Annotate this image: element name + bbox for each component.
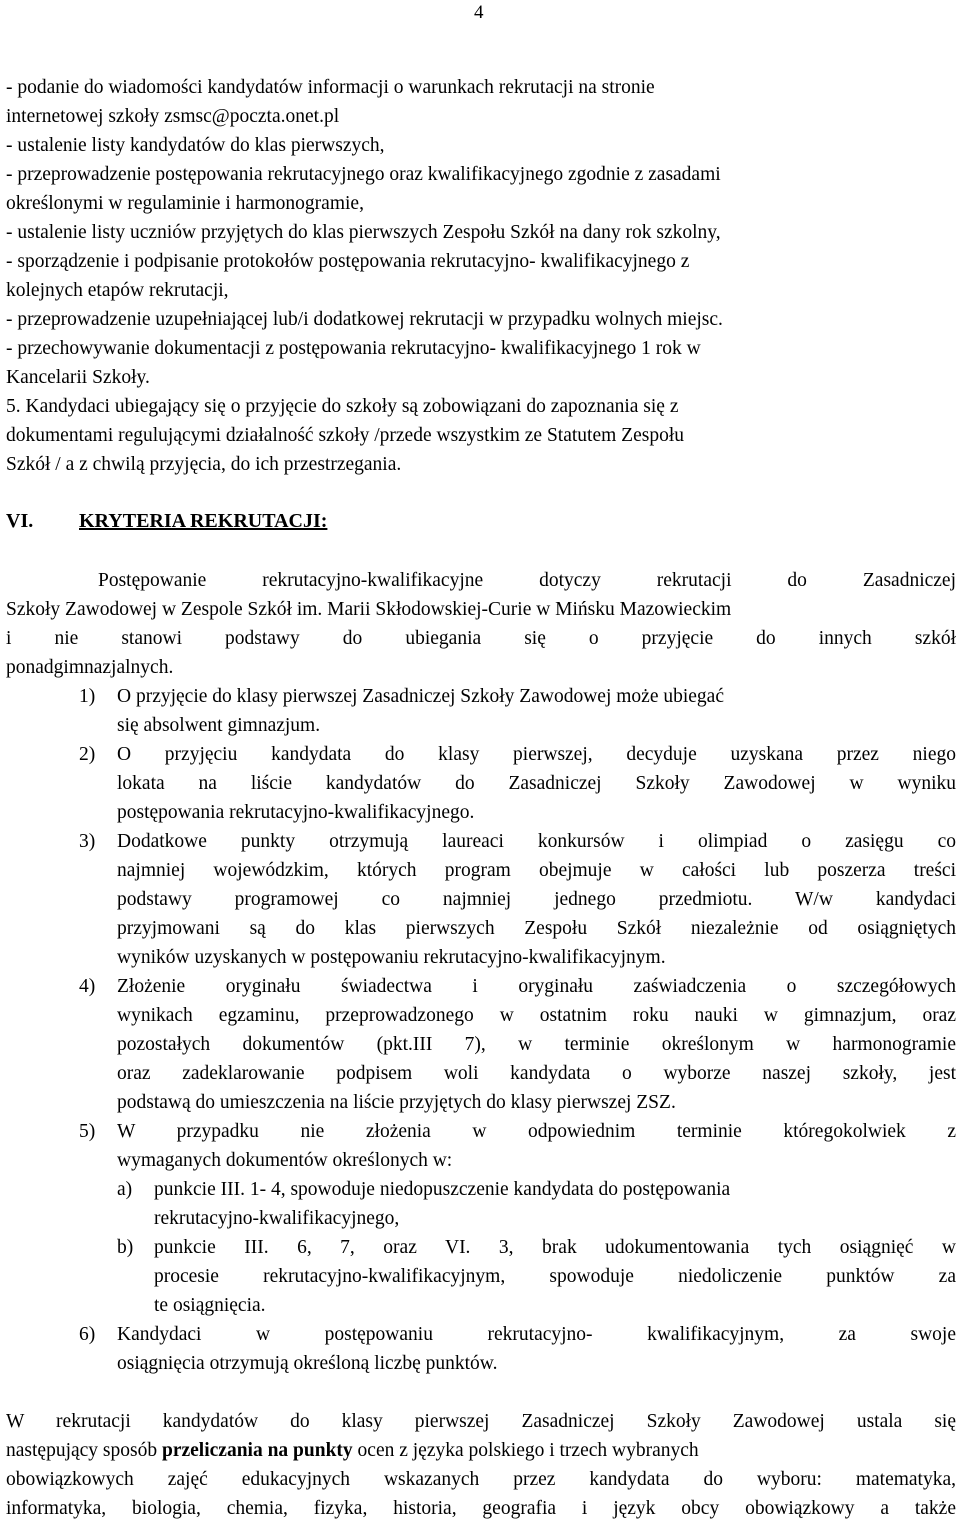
list-item-line: O przyjęcie do klasy pierwszej Zasadniczej Szkoły Zawodowej może ubiegać xyxy=(117,686,724,707)
list-item-line: Złożenie oryginału świadectwa i oryginału zaświadczenia o szczegółowych xyxy=(117,976,956,997)
text-line: Kancelarii Szkoły. xyxy=(6,367,150,388)
sublist-letter: b) xyxy=(117,1237,134,1258)
list-item-line: podstawą do umieszczenia na liście przyjętych do klasy pierwszej ZSZ. xyxy=(117,1092,676,1113)
sublist-item-line: te osiągnięcia. xyxy=(154,1295,266,1316)
list-item-line: się absolwent gimnazjum. xyxy=(117,715,321,736)
list-item-line: osiągnięcia otrzymują określoną liczbę punktów. xyxy=(117,1353,498,1374)
list-item-line: wynikach egzaminu, przeprowadzonego w ostatnim roku nauki w gimnazjum, oraz xyxy=(117,1005,956,1026)
text-line: kolejnych etapów rekrutacji, xyxy=(6,280,229,301)
list-item-line: wymaganych dokumentów określonych w: xyxy=(117,1150,453,1171)
section-number: VI. xyxy=(6,510,34,532)
sublist-item-line: procesie rekrutacyjno-kwalifikacyjnym, spowoduje niedoliczenie punktów za xyxy=(154,1266,956,1287)
list-item-line: Kandydaci w postępowaniu rekrutacyjno- kwalifikacyjnym, za swoje xyxy=(117,1324,956,1345)
sublist-item-line: punkcie III. 6, 7, oraz VI. 3, brak udokumentowania tych osiągnięć w xyxy=(154,1237,956,1258)
sublist-item-line: punkcie III. 1- 4, spowoduje niedopuszczenie kandydata do postępowania xyxy=(154,1179,731,1200)
text-line-mixed xyxy=(6,1436,956,1465)
text-line: informatyka, biologia, chemia, fizyka, historia, geografia i język obcy obowiązkowy a także xyxy=(6,1498,956,1519)
text-line: - ustalenie listy kandydatów do klas pierwszych, xyxy=(6,135,385,156)
text-line: - przeprowadzenie uzupełniającej lub/i dodatkowej rekrutacji w przypadku wolnych miejsc. xyxy=(6,309,723,330)
text-line: W rekrutacji kandydatów do klasy pierwszej Zasadniczej Szkoły Zawodowej ustala się xyxy=(6,1411,956,1432)
text-line: - przeprowadzenie postępowania rekrutacyjnego oraz kwalifikacyjnego zgodnie z zasadami xyxy=(6,164,721,185)
list-number: 5) xyxy=(79,1121,96,1142)
list-item-line: pozostałych dokumentów (pkt.III 7), w terminie określonym w harmonogramie xyxy=(117,1034,956,1055)
text-line: - podanie do wiadomości kandydatów informacji o warunkach rekrutacji na stronie xyxy=(6,77,655,98)
list-number: 3) xyxy=(79,831,96,852)
text-line: i nie stanowi podstawy do ubiegania się o przyjęcie do innych szkół xyxy=(6,628,956,649)
text-line: ponadgimnazjalnych. xyxy=(6,657,174,678)
text-line: Postępowanie rekrutacyjno-kwalifikacyjne dotyczy rekrutacji do Zasadniczej xyxy=(98,570,956,591)
list-item-line: podstawy programowej co najmniej jednego przedmiotu. W/w kandydaci xyxy=(117,889,956,910)
list-item-line: Dodatkowe punkty otrzymują laureaci konkursów i olimpiad o zasięgu co xyxy=(117,831,956,852)
text-run: następujący sposób xyxy=(6,1440,162,1461)
list-item-line: W przypadku nie złożenia w odpowiednim terminie któregokolwiek z xyxy=(117,1121,956,1142)
section-heading xyxy=(6,507,328,536)
text-line: Szkoły Zawodowej w Zespole Szkół im. Marii Skłodowskiej-Curie w Mińsku Mazowieckim xyxy=(6,599,732,620)
section-title: KRYTERIA REKRUTACJI: xyxy=(79,510,328,532)
text-line: Szkół / a z chwilą przyjęcia, do ich przestrzegania. xyxy=(6,454,402,475)
text-line: - sporządzenie i podpisanie protokołów postępowania rekrutacyjno- kwalifikacyjnego z xyxy=(6,251,690,272)
text-line: dokumentami regulującymi działalność szkoły /przede wszystkim ze Statutem Zespołu xyxy=(6,425,684,446)
text-line: internetowej szkoły zsmsc@poczta.onet.pl xyxy=(6,106,340,127)
list-item-line: przyjmowani są do klas pierwszych Zespołu Szkół niezależnie od osiągniętych xyxy=(117,918,956,939)
text-line: - przechowywanie dokumentacji z postępowania rekrutacyjno- kwalifikacyjnego 1 rok w xyxy=(6,338,701,359)
list-item-line: oraz zadeklarowanie podpisem woli kandydata o wyborze naszej szkoły, jest xyxy=(117,1063,956,1084)
text-line: określonymi w regulaminie i harmonogramie, xyxy=(6,193,364,214)
list-item-line: wyników uzyskanych w postępowaniu rekrutacyjno-kwalifikacyjnym. xyxy=(117,947,666,968)
text-line: - ustalenie listy uczniów przyjętych do klas pierwszych Zespołu Szkół na dany rok szkolny, xyxy=(6,222,721,243)
text-line: obowiązkowych zajęć edukacyjnych wskazanych przez kandydata do wyboru: matematyka, xyxy=(6,1469,956,1490)
sublist-item-line: rekrutacyjno-kwalifikacyjnego, xyxy=(154,1208,400,1229)
sublist-letter: a) xyxy=(117,1179,133,1200)
list-item-line: postępowania rekrutacyjno-kwalifikacyjnego. xyxy=(117,802,475,823)
text-line: 5. Kandydaci ubiegający się o przyjęcie do szkoły są zobowiązani do zapoznania się z xyxy=(6,396,679,417)
list-item-line: najmniej wojewódzkim, których program obejmuje w całości lub poszerza treści xyxy=(117,860,956,881)
bold-run: przeliczania na punkty xyxy=(161,1440,353,1461)
list-number: 6) xyxy=(79,1324,96,1345)
list-number: 2) xyxy=(79,744,96,765)
list-item-line: lokata na liście kandydatów do Zasadniczej Szkoły Zawodowej w wyniku xyxy=(117,773,956,794)
page-number: 4 xyxy=(474,2,484,23)
text-run: ocen z języka polskiego i trzech wybranych xyxy=(352,1440,699,1461)
list-item-line: O przyjęciu kandydata do klasy pierwszej, decyduje uzyskana przez niego xyxy=(117,744,956,765)
list-number: 4) xyxy=(79,976,96,997)
list-number: 1) xyxy=(79,686,96,707)
